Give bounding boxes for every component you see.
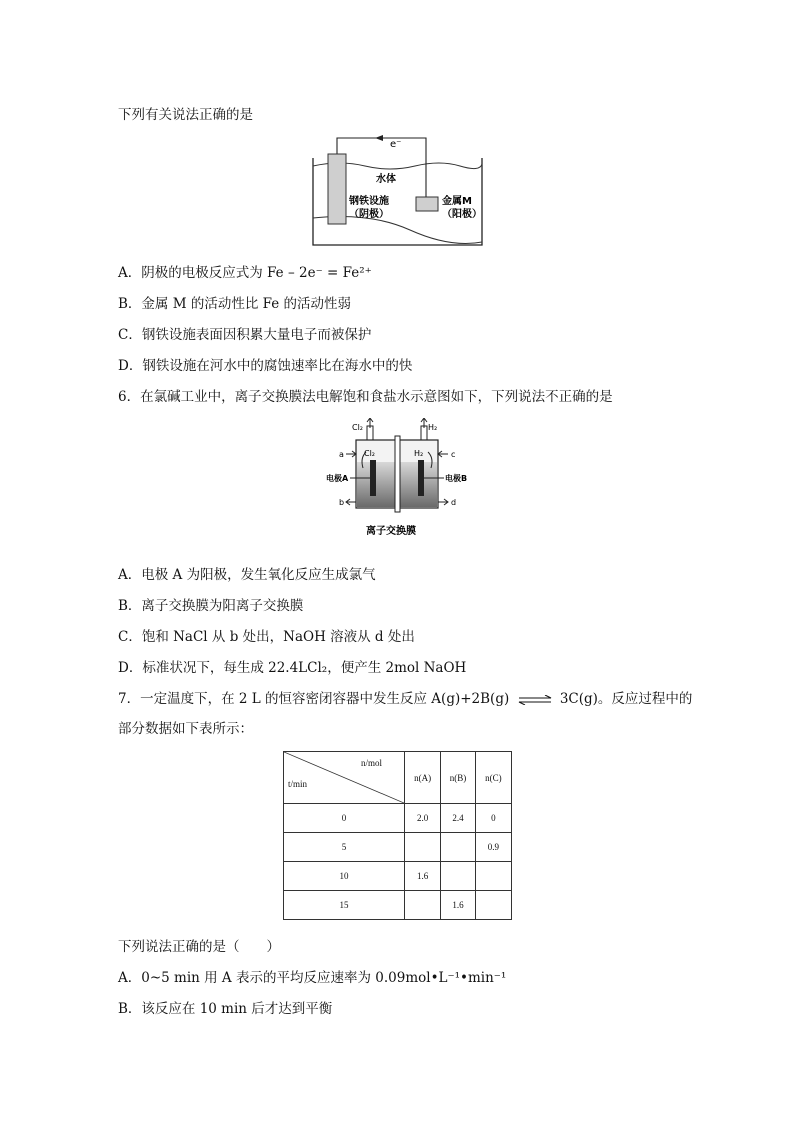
- membrane-caption: 离子交换膜: [366, 526, 416, 537]
- q5-option-b: B．金属 M 的活动性比 Fe 的活动性弱: [118, 296, 352, 312]
- steel-label-2: （阴极）: [349, 209, 389, 220]
- metal-label-1: 金属M: [442, 196, 472, 207]
- q7-question: 下列说法正确的是（ ）: [118, 939, 280, 955]
- reversible-arrow-icon: [517, 695, 553, 705]
- electrode-a: [370, 460, 376, 496]
- q5-stem: 下列有关说法正确的是: [118, 107, 253, 123]
- q7-stem-line1: [118, 687, 692, 707]
- cell-nc: 0: [475, 804, 511, 833]
- q7-stem-pre: 7．一定温度下，在 2 L 的恒容密闭容器中发生反应 A(g)+2B(g): [118, 691, 510, 707]
- h2-top-label: H₂: [428, 423, 438, 432]
- q6-option-c: C．饱和 NaCl 从 b 处出，NaOH 溶液从 d 处出: [118, 629, 415, 645]
- cell-t: 0: [284, 804, 405, 833]
- q7-option-a: A．0~5 min 用 A 表示的平均反应速率为 0.09mol•L⁻¹•min⁻¹: [118, 970, 507, 986]
- metal-label-2: （阳极）: [442, 209, 482, 220]
- cell-t: 5: [284, 833, 405, 862]
- table-row: [284, 804, 512, 833]
- cl2-top-label: Cl₂: [352, 423, 364, 432]
- label-b: b: [339, 498, 345, 507]
- electrolysis-figure: [326, 418, 472, 542]
- cell-na: 1.6: [405, 862, 441, 891]
- q7-stem-post: 3C(g)。反应过程中的: [559, 691, 693, 707]
- outlet-b: [346, 499, 356, 505]
- table-header-row: [284, 752, 512, 804]
- cell-nb: [441, 833, 475, 862]
- cell-nb: [441, 862, 475, 891]
- membrane: [395, 436, 400, 512]
- cell-na: 2.0: [405, 804, 441, 833]
- label-d: d: [451, 498, 457, 507]
- q6-stem: 6．在氯碱工业中，离子交换膜法电解饱和食盐水示意图如下，下列说法不正确的是: [118, 389, 613, 405]
- cell-t: 15: [284, 891, 405, 920]
- inlet-a: [346, 451, 356, 457]
- h2-inner-label: H₂: [414, 449, 424, 458]
- electrode-b: [418, 460, 424, 496]
- q7-stem-line2: 部分数据如下表所示：: [118, 721, 253, 737]
- cl2-inner-label: Cl₂: [364, 449, 376, 458]
- electron-arrow: [375, 135, 383, 141]
- inlet-c: [438, 451, 448, 457]
- q7-option-b: B．该反应在 10 min 后才达到平衡: [118, 1001, 333, 1017]
- cell-na: [405, 833, 441, 862]
- header-nc: n(C): [475, 752, 511, 804]
- diag-bottom-label: t/min: [288, 779, 308, 789]
- q5-option-c: C．钢铁设施表面因积累大量电子而被保护: [118, 327, 372, 343]
- table-row: [284, 862, 512, 891]
- cl2-outlet: [367, 426, 373, 440]
- q6-option-b: B．离子交换膜为阳离子交换膜: [118, 598, 304, 614]
- electrode-b-label: 电极B: [445, 474, 468, 483]
- label-a: a: [339, 450, 344, 459]
- header-na: n(A): [405, 752, 441, 804]
- cell-nb: 1.6: [441, 891, 475, 920]
- outlet-d: [438, 499, 448, 505]
- q6-option-a: A．电极 A 为阳极，发生氧化反应生成氯气: [118, 567, 376, 583]
- q6-option-d: D．标准状况下，每生成 22.4LCl₂，便产生 2mol NaOH: [118, 660, 467, 676]
- cathodic-protection-figure: [310, 130, 486, 248]
- steel-facility: [328, 154, 346, 224]
- electrode-a-label: 电极A: [326, 474, 349, 483]
- cell-nc: 0.9: [475, 833, 511, 862]
- cell-t: 10: [284, 862, 405, 891]
- cell-nb: 2.4: [441, 804, 475, 833]
- diagonal-header-cell: [284, 752, 405, 804]
- table-row: [284, 891, 512, 920]
- cell-nc: [475, 862, 511, 891]
- electron-label: e⁻: [390, 139, 402, 150]
- label-c: c: [451, 450, 456, 459]
- diagonal-line: [284, 752, 404, 803]
- cell-na: [405, 891, 441, 920]
- wire: [337, 138, 426, 197]
- header-nb: n(B): [441, 752, 475, 804]
- q5-option-d: D．钢铁设施在河水中的腐蚀速率比在海水中的快: [118, 358, 413, 374]
- water-label: 水体: [376, 174, 396, 185]
- steel-label-1: 钢铁设施: [349, 196, 389, 207]
- metal-m-block: [416, 197, 438, 211]
- q5-option-a: A．阴极的电极反应式为 Fe – 2e⁻ = Fe²⁺: [118, 265, 372, 281]
- table-row: [284, 833, 512, 862]
- diag-top-label: n/mol: [360, 758, 382, 768]
- data-table: [283, 751, 512, 920]
- cell-nc: [475, 891, 511, 920]
- h2-outlet: [421, 426, 427, 440]
